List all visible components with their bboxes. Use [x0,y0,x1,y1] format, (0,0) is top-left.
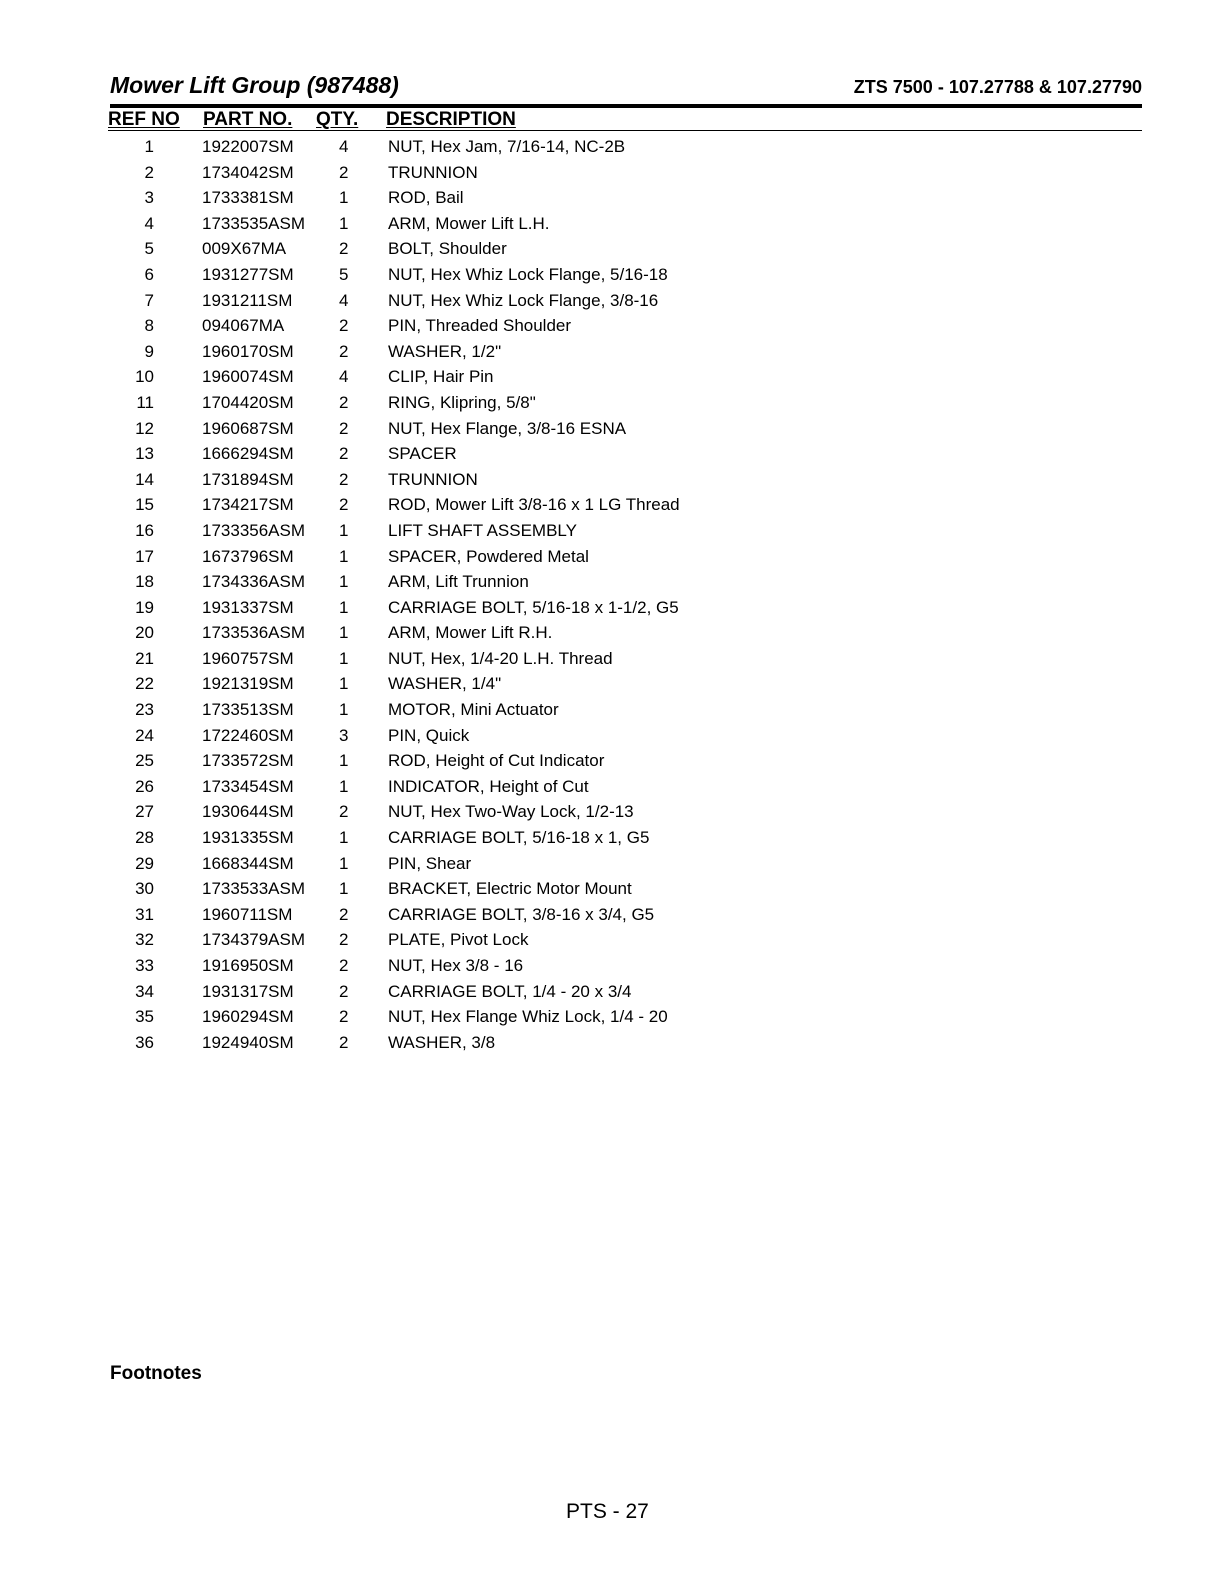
description: NUT, Hex Flange, 3/8-16 ESNA [388,418,627,438]
part-number: 1733356ASM [202,520,306,540]
part-number: 1704420SM [202,392,294,412]
quantity: 2 [339,418,349,438]
table-row [0,801,1225,827]
quantity: 2 [339,469,349,489]
footnotes-heading: Footnotes [110,1363,202,1384]
table-row [0,622,1225,648]
quantity: 1 [339,572,349,592]
description: ROD, Height of Cut Indicator [388,751,605,771]
ref-number: 20 [135,623,154,643]
part-number: 1733572SM [202,751,294,771]
description: WASHER, 1/2" [388,341,502,361]
description: PLATE, Pivot Lock [388,930,529,950]
quantity: 1 [339,188,349,208]
part-number: 1931211SM [202,290,293,310]
quantity: 2 [339,904,349,924]
description: WASHER, 3/8 [388,1032,496,1052]
table-row [0,315,1225,341]
quantity: 1 [339,674,349,694]
table-row [0,827,1225,853]
parts-table [0,136,1225,1057]
ref-number: 28 [135,828,154,848]
column-header-description: DESCRIPTION [386,109,516,130]
model-number: ZTS 7500 - 107.27788 & 107.27790 [853,77,1142,97]
table-row [0,981,1225,1007]
ref-number: 6 [144,264,154,284]
ref-number: 32 [135,930,154,950]
description: LIFT SHAFT ASSEMBLY [388,520,577,540]
ref-number: 9 [144,341,154,361]
table-header [108,108,1142,131]
table-row [0,1006,1225,1032]
ref-number: 30 [135,879,154,899]
column-header-qty: QTY. [316,109,359,130]
quantity: 5 [339,264,349,284]
description: ARM, Mower Lift R.H. [388,623,553,643]
table-row [0,546,1225,572]
page-title: Mower Lift Group (987488) [110,72,399,98]
table-row [0,904,1225,930]
table-row [0,750,1225,776]
part-number: 1722460SM [202,725,294,745]
table-row [0,699,1225,725]
table-row [0,238,1225,264]
ref-number: 10 [135,367,154,387]
part-number: 1734379ASM [202,930,306,950]
quantity: 1 [339,879,349,899]
page-header [110,72,1142,104]
table-row [0,673,1225,699]
quantity: 2 [339,930,349,950]
quantity: 1 [339,853,349,873]
quantity: 1 [339,520,349,540]
table-row [0,571,1225,597]
quantity: 2 [339,956,349,975]
quantity: 1 [339,213,349,233]
table-row [0,213,1225,239]
part-number: 1733535ASM [202,213,306,233]
quantity: 4 [339,290,349,310]
part-number: 1960757SM [202,648,294,668]
description: NUT, Hex 3/8 - 16 [388,956,524,975]
part-number: 1960294SM [202,1007,294,1027]
part-number: 1931335SM [202,828,294,848]
description: NUT, Hex Flange Whiz Lock, 1/4 - 20 [388,1007,668,1027]
ref-number: 35 [135,1007,154,1027]
ref-number: 11 [136,392,154,412]
ref-number: 23 [135,700,154,720]
quantity: 2 [339,239,349,259]
ref-number: 33 [135,956,154,975]
ref-number: 22 [135,674,154,694]
description: PIN, Quick [388,725,470,745]
part-number: 1734336ASM [202,572,306,592]
ref-number: 21 [135,648,154,668]
description: CARRIAGE BOLT, 1/4 - 20 x 3/4 [388,981,632,1001]
description: WASHER, 1/4" [388,674,502,694]
ref-number: 5 [144,239,154,259]
description: CLIP, Hair Pin [388,367,494,387]
ref-number: 13 [135,444,154,464]
quantity: 2 [339,1007,349,1027]
ref-number: 2 [144,162,154,182]
table-row [0,443,1225,469]
description: CARRIAGE BOLT, 3/8-16 x 3/4, G5 [388,904,655,924]
quantity: 1 [339,648,349,668]
part-number: 1931337SM [202,597,294,617]
part-number: 1916950SM [202,956,294,975]
quantity: 1 [339,597,349,617]
ref-number: 4 [144,213,154,233]
ref-number: 8 [144,316,154,336]
table-row [0,290,1225,316]
description: BOLT, Shoulder [388,239,507,259]
ref-number: 7 [144,290,154,310]
ref-number: 15 [135,495,154,515]
quantity: 1 [339,623,349,643]
description: NUT, Hex, 1/4-20 L.H. Thread [388,648,613,668]
part-number: 1733513SM [202,700,294,720]
ref-number: 18 [135,572,154,592]
description: ARM, Mower Lift L.H. [388,213,550,233]
description: PIN, Threaded Shoulder [388,316,572,336]
part-number: 1733381SM [202,188,294,208]
part-number: 1960074SM [202,367,294,387]
part-number: 1930644SM [202,802,294,822]
quantity: 2 [339,495,349,515]
table-row [0,955,1225,981]
column-header-ref-no: REF NO [108,109,180,130]
quantity: 1 [339,828,349,848]
column-header-part-no: PART NO. [203,109,293,130]
table-row [0,392,1225,418]
table-row [0,341,1225,367]
quantity: 2 [339,1032,349,1052]
ref-number: 17 [135,546,154,566]
description: INDICATOR, Height of Cut [388,776,589,796]
ref-number: 31 [135,904,154,924]
table-row [0,1032,1225,1058]
part-number: 1668344SM [202,853,294,873]
description: MOTOR, Mini Actuator [388,700,559,720]
table-row [0,187,1225,213]
table-row [0,853,1225,879]
quantity: 2 [339,316,349,336]
table-row [0,494,1225,520]
description: RING, Klipring, 5/8" [388,392,536,412]
part-number: 1960711SM [202,904,293,924]
ref-number: 36 [135,1032,154,1052]
ref-number: 1 [144,137,154,156]
description: NUT, Hex Two-Way Lock, 1/2-13 [388,802,634,822]
description: ROD, Mower Lift 3/8-16 x 1 LG Thread [388,495,680,515]
table-row [0,418,1225,444]
part-number: 1734042SM [202,162,294,182]
quantity: 4 [339,137,349,156]
quantity: 2 [339,392,349,412]
part-number: 1666294SM [202,444,294,464]
description: TRUNNION [388,162,478,182]
table-row [0,725,1225,751]
table-row [0,162,1225,188]
part-number: 1733536ASM [202,623,306,643]
part-number: 1733533ASM [202,879,306,899]
ref-number: 34 [135,981,154,1001]
quantity: 4 [339,367,349,387]
description: NUT, Hex Whiz Lock Flange, 3/8-16 [388,290,659,310]
ref-number: 12 [135,418,154,438]
part-number: 1960170SM [202,341,294,361]
quantity: 1 [339,751,349,771]
table-row [0,648,1225,674]
part-number: 009X67MA [202,239,287,259]
quantity: 2 [339,444,349,464]
part-number: 1921319SM [202,674,294,694]
table-row [0,520,1225,546]
part-number: 1731894SM [202,469,294,489]
quantity: 3 [339,725,349,745]
ref-number: 24 [135,725,154,745]
ref-number: 29 [135,853,154,873]
quantity: 1 [339,546,349,566]
table-row [0,597,1225,623]
ref-number: 14 [135,469,154,489]
ref-number: 16 [135,520,154,540]
description: PIN, Shear [388,853,472,873]
quantity: 1 [339,776,349,796]
part-number: 1922007SM [202,137,294,156]
description: CARRIAGE BOLT, 5/16-18 x 1-1/2, G5 [388,597,679,617]
table-row [0,136,1225,162]
part-number: 1931277SM [202,264,294,284]
part-number: 1734217SM [202,495,294,515]
page-number: PTS - 27 [566,1500,649,1523]
ref-number: 19 [135,597,154,617]
part-number: 094067MA [202,316,285,336]
quantity: 1 [339,700,349,720]
table-row [0,264,1225,290]
table-row [0,878,1225,904]
part-number: 1673796SM [202,546,294,566]
part-number: 1960687SM [202,418,294,438]
description: NUT, Hex Jam, 7/16-14, NC-2B [388,137,626,156]
ref-number: 26 [135,776,154,796]
description: ARM, Lift Trunnion [388,572,529,592]
quantity: 2 [339,981,349,1001]
description: NUT, Hex Whiz Lock Flange, 5/16-18 [388,264,668,284]
part-number: 1931317SM [202,981,294,1001]
table-row [0,366,1225,392]
part-number: 1924940SM [202,1032,294,1052]
description: SPACER, Powdered Metal [388,546,589,566]
ref-number: 27 [135,802,154,822]
description: TRUNNION [388,469,478,489]
quantity: 2 [339,162,349,182]
description: CARRIAGE BOLT, 5/16-18 x 1, G5 [388,828,650,848]
quantity: 2 [339,341,349,361]
description: SPACER [388,444,457,464]
description: ROD, Bail [388,188,464,208]
ref-number: 25 [135,751,154,771]
table-row [0,776,1225,802]
ref-number: 3 [144,188,154,208]
description: BRACKET, Electric Motor Mount [388,879,632,899]
part-number: 1733454SM [202,776,294,796]
table-row [0,469,1225,495]
quantity: 2 [339,802,349,822]
table-row [0,929,1225,955]
